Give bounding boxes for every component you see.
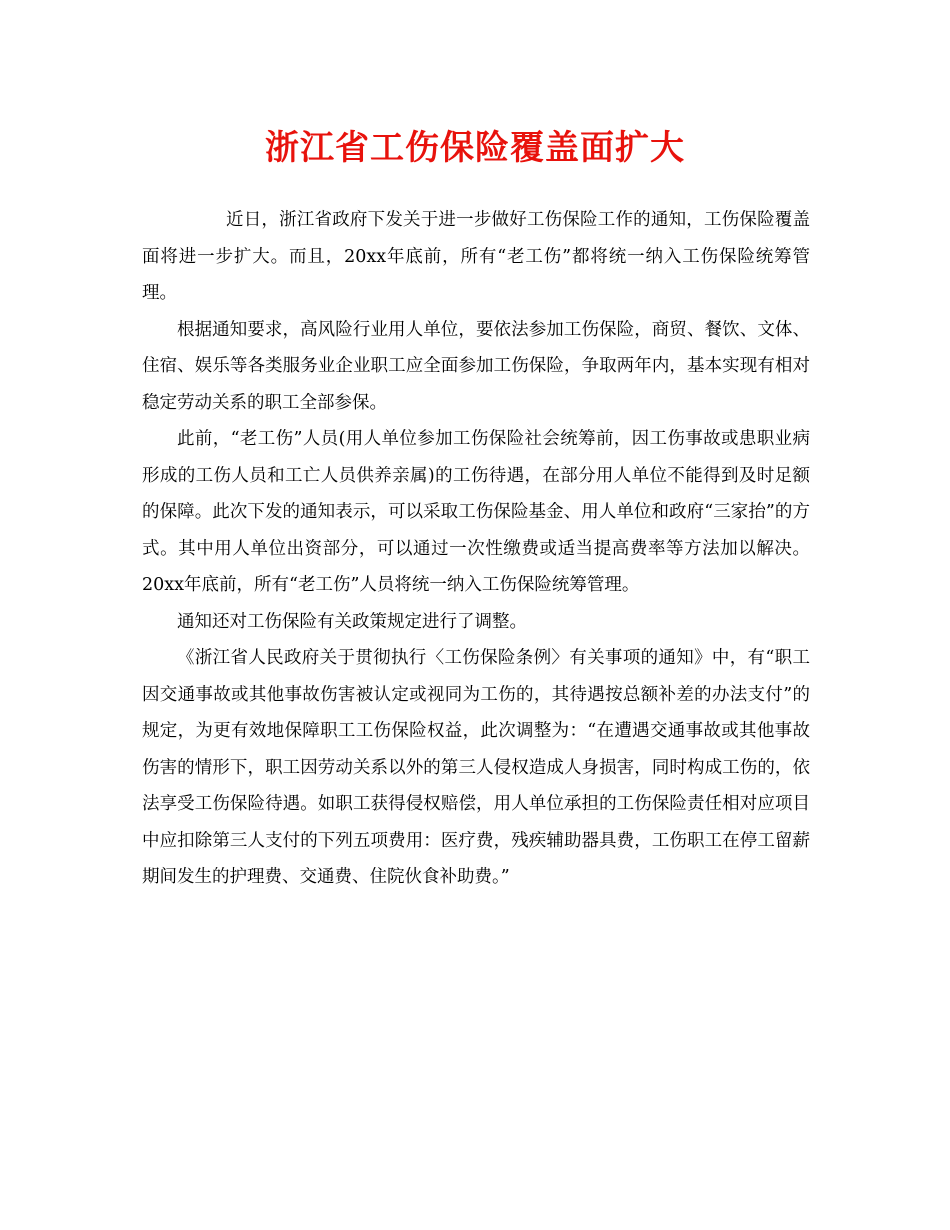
document-title: 浙江省工伤保险覆盖面扩大 — [265, 128, 685, 168]
paragraph-5: 《浙江省人民政府关于贯彻执行〈工伤保险条例〉有关事项的通知》中，有“职工因交通事故或其他事故伤害被认定或视同为工伤的，其待遇按总额补差的办法支付”的规定，为更有效地保障职工工伤保险权益，此次调整为：“在遭遇交通事故或其他事故伤害的情形下，职工因劳动关系以外的第三人侵权造成人身损害，同时构成工伤的，依法享受工伤保险待遇。如职工获得侵权赔偿，用人单位承担的工伤保险责任相对应项目中应扣除第三人支付的下列五项费用：医疗费，残疾辅助器具费，工伤职工在停工留薪期间发生的护理费、交通费、住院伙食补助费。” — [142, 648, 810, 887]
paragraph-3: 此前，“老工伤”人员(用人单位参加工伤保险社会统筹前，因工伤事故或患职业病形成的工伤人员和工亡人员供养亲属)的工伤待遇，在部分用人单位不能得到及时足额的保障。此次下发的通知表示，可以采取工伤保险基金、用人单位和政府“三家抬”的方式。其中用人单位出资部分，可以通过一次性缴费或适当提高费率等方法加以解决。20xx年底前，所有“老工伤”人员将统一纳入工伤保险统筹管理。 — [142, 429, 810, 595]
paragraph-1: 近日，浙江省政府下发关于进一步做好工伤保险工作的通知，工伤保险覆盖面将进一步扩大。而且，20xx年底前，所有“老工伤”都将统一纳入工伤保险统筹管理。 — [142, 210, 810, 303]
document-body — [142, 202, 810, 896]
paragraph-4: 通知还对工伤保险有关政策规定进行了调整。 — [177, 611, 527, 632]
paragraph-2: 根据通知要求，高风险行业用人单位，要依法参加工伤保险，商贸、餐饮、文体、住宿、娱乐等各类服务业企业职工应全面参加工伤保险，争取两年内，基本实现有相对稳定劳动关系的职工全部参保。 — [142, 319, 810, 413]
